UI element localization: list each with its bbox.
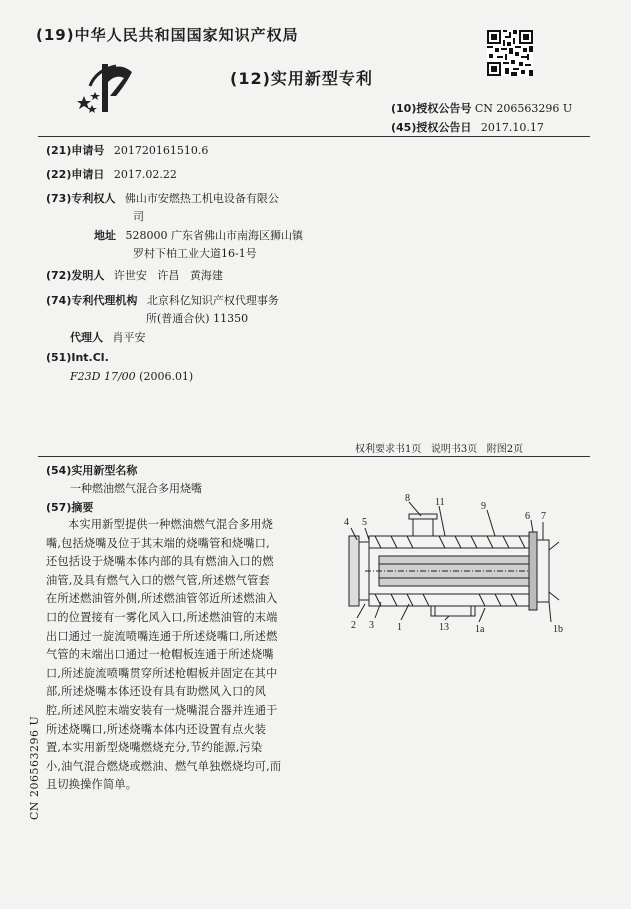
publication-number-row <box>391 100 572 116</box>
header-divider <box>38 136 590 137</box>
agency-row <box>46 292 279 308</box>
abstract-line: 小,油气混合燃烧或燃油、燃气单独燃烧均可,而 <box>46 760 282 773</box>
office-name: (19)中华人民共和国国家知识产权局 <box>36 26 299 44</box>
figure-label: 1 <box>397 622 402 633</box>
abstract-line: 口的位置接有一雾化风入口,所述燃油管的末端 <box>46 611 278 624</box>
publication-number: CN 206563296 U <box>474 102 573 115</box>
patentee-line-1: 佛山市安燃热工机电设备有限公 <box>124 192 279 205</box>
application-date: 2017.02.22 <box>113 168 177 181</box>
agent-row <box>70 329 146 345</box>
abstract-label: (57)摘要 <box>46 501 94 514</box>
figure-label: 7 <box>541 511 546 522</box>
agency-line-1: 北京科亿知识产权代理事务 <box>146 294 279 307</box>
inventors-row <box>46 267 223 283</box>
figure-label: 11 <box>435 497 445 508</box>
abstract-line: 嘴,包括烧嘴及位于其末端的烧嘴管和烧嘴口, <box>46 537 270 550</box>
application-date-row <box>46 166 177 182</box>
abstract-line: 油管,及具有燃气入口的燃气管,所述燃气管套 <box>46 574 270 587</box>
publication-number-label: (10)授权公告号 <box>391 102 472 115</box>
figure-label: 13 <box>439 622 449 633</box>
publication-date: 2017.10.17 <box>480 121 544 134</box>
side-publication-code: CN 206563296 U <box>28 715 41 820</box>
figure-label: 3 <box>369 620 374 631</box>
application-number-row <box>46 142 208 158</box>
figure-label: 1b <box>553 624 563 635</box>
agent-label: 代理人 <box>70 331 103 344</box>
inventors: 许世安 许昌 黄海建 <box>113 269 223 282</box>
abstract-line: 本实用新型提供一种燃油燃气混合多用烧 <box>68 518 273 531</box>
application-number-label: (21)申请号 <box>46 144 105 157</box>
figure-label: 5 <box>362 517 367 528</box>
address-label: 地址 <box>94 229 116 242</box>
qr-code <box>487 30 533 80</box>
agency-line-2: 所(普通合伙) 11350 <box>146 312 249 325</box>
application-number: 201720161510.6 <box>113 144 209 157</box>
abstract-line: 在所述燃油管外侧,所述燃油管邻近所述燃油入 <box>46 592 278 605</box>
utility-model-title: 一种燃油燃气混合多用烧嘴 <box>70 482 202 495</box>
abstract-line: 腔,所述风腔末端安装有一烧嘴混合器并连通于 <box>46 704 278 717</box>
abstract-line: 且切换操作简单。 <box>46 778 138 791</box>
address-line-2: 罗村下柏工业大道16-1号 <box>133 247 257 260</box>
abstract-divider <box>38 456 590 457</box>
int-cl-label: (51)Int.Cl. <box>46 351 109 364</box>
abstract-line: 气管的末端出口通过一枪帽板连通于所述烧嘴 <box>46 648 274 661</box>
abstract-line: 口,所述旋流喷嘴贯穿所述枪帽板并固定在其中 <box>46 667 278 680</box>
address-row <box>94 227 303 243</box>
agent: 肖平安 <box>112 331 146 344</box>
application-date-label: (22)申请日 <box>46 168 105 181</box>
int-cl-version: (2006.01) <box>139 370 194 383</box>
figure-label: 9 <box>481 501 486 512</box>
patentee-line-2: 司 <box>133 210 144 223</box>
abstract-line: 所述烧嘴口,所述烧嘴本体内还设置有点火装 <box>46 723 267 736</box>
abstract-line: 还包括设于烧嘴本体内部的具有燃油入口的燃 <box>46 555 274 568</box>
figure-label: 2 <box>351 620 356 631</box>
inventors-label: (72)发明人 <box>46 269 105 282</box>
abstract-line: 部,所述烧嘴本体还设有具有助燃风入口的风 <box>46 685 267 698</box>
document-type: (12)实用新型专利 <box>230 69 373 88</box>
figure-label: 4 <box>344 517 349 528</box>
figure-label: 8 <box>405 493 410 504</box>
utility-model-title-label: (54)实用新型名称 <box>46 464 138 477</box>
address-line-1: 528000 广东省佛山市南海区狮山镇 <box>125 229 303 242</box>
publication-date-label: (45)授权公告日 <box>391 121 472 134</box>
abstract-line: 置,本实用新型烧嘴燃烧充分,节约能源,污染 <box>46 741 263 754</box>
int-cl-row <box>70 370 193 383</box>
abstract-line: 出口通过一旋流喷嘴连通于所述烧嘴口,所述燃 <box>46 630 278 643</box>
patentee-row <box>46 190 279 206</box>
figure-label: 1a <box>475 624 485 635</box>
publication-date-row <box>391 119 544 135</box>
int-cl-code: F23D 17/00 <box>70 370 136 383</box>
sipo-logo <box>72 56 136 120</box>
burner-figure <box>335 492 575 646</box>
patentee-label: (73)专利权人 <box>46 192 116 205</box>
agency-label: (74)专利代理机构 <box>46 294 138 307</box>
page-counts: 权利要求书1页 说明书3页 附图2页 <box>355 444 524 455</box>
figure-label: 6 <box>525 511 530 522</box>
